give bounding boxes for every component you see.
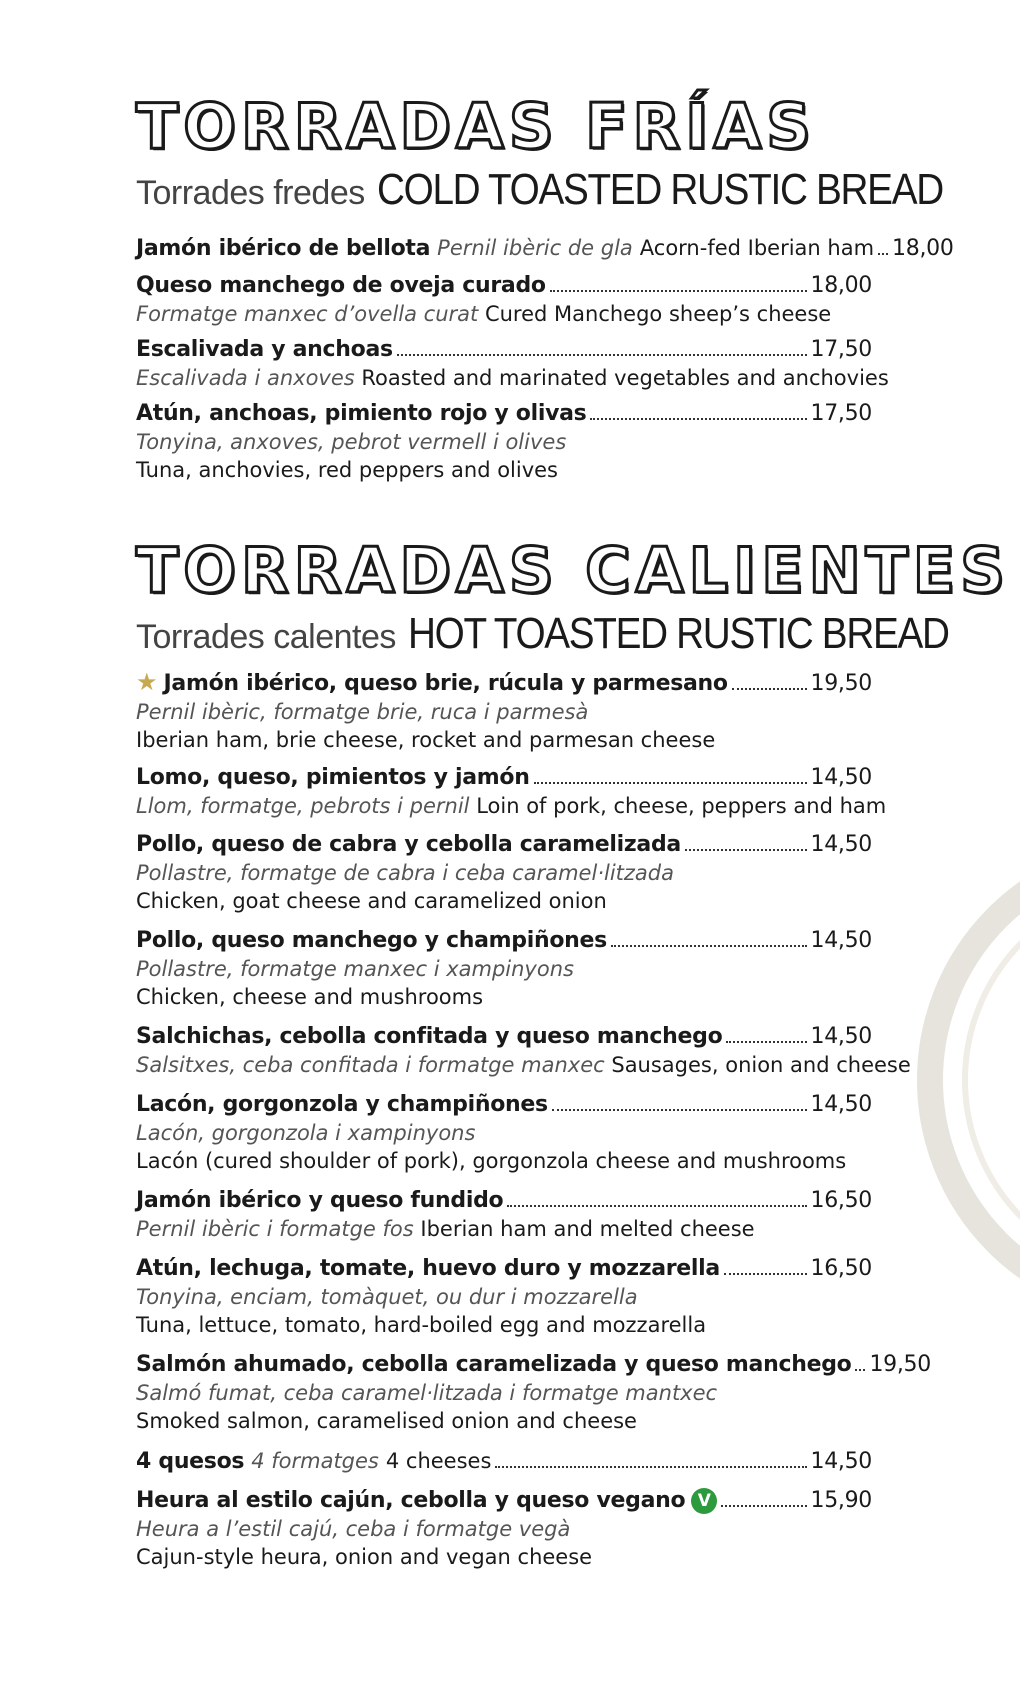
leader-dots [397,354,807,356]
subtitle-hot [136,609,949,658]
item-english: Tuna, anchovies, red peppers and olives [136,458,558,482]
item-price: 18,00 [810,273,872,298]
menu-item [136,1351,931,1435]
item-price: 16,50 [810,1256,872,1281]
item-name: Heura al estilo cajún, cebolla y queso vegano [136,1488,686,1513]
hot-section-header [136,534,1010,658]
item-price: 14,50 [810,1449,872,1474]
menu-item [136,400,872,484]
item-name: Queso manchego de oveja curado [136,273,546,298]
item-price: 15,90 [810,1488,872,1513]
item-catalan: Tonyina, enciam, tomàquet, ou dur i mozzarella [136,1285,638,1309]
item-english: Smoked salmon, caramelised onion and cheese [136,1409,637,1433]
star-icon: ★ [136,668,158,696]
item-catalan: Salmó fumat, ceba caramel·litzada i formatge mantxec [136,1381,718,1405]
leader-dots [611,945,807,947]
menu-item [136,1091,872,1175]
leader-dots [726,1041,806,1043]
item-english: Chicken, goat cheese and caramelized onion [136,889,607,913]
item-catalan: Pollastre, formatge de cabra i ceba caramel·litzada [136,861,674,885]
item-name: Pollo, queso de cabra y cebolla caramelizada [136,832,681,857]
leader-dots [878,253,888,255]
item-catalan: Pernil ibèric i formatge fos [136,1217,414,1241]
leader-dots [507,1205,806,1207]
item-name: Lomo, queso, pimientos y jamón [136,765,530,790]
item-name: Escalivada y anchoas [136,337,393,362]
item-english: Cajun-style heura, onion and vegan cheese [136,1545,593,1569]
menu-item [136,668,872,754]
leader-dots [552,1109,807,1111]
item-name: Salmón ahumado, cebolla caramelizada y queso manchego [136,1352,852,1377]
item-price: 19,50 [869,1352,931,1377]
item-english: Sausages, onion and cheese [611,1053,911,1077]
section-title-cold: TORRADAS FRÍAS [136,90,816,163]
menu-item [136,927,872,1011]
menu-item [136,1255,872,1339]
menu-item [136,272,872,328]
item-name: Salchichas, cebolla confitada y queso manchego [136,1024,723,1049]
item-english: Loin of pork, cheese, peppers and ham [476,794,887,818]
item-name: Jamón ibérico de bellota [136,236,431,261]
item-catalan: Salsitxes, ceba confitada i formatge manxec [136,1053,605,1077]
menu-item [136,1023,911,1079]
vegan-icon: V [691,1488,717,1514]
item-price: 14,50 [810,928,872,953]
leader-dots [534,782,807,784]
item-name: Jamón ibérico y queso fundido [136,1188,504,1213]
subtitle-hot-en: HOT TOASTED RUSTIC BREAD [407,609,949,658]
item-price: 19,50 [810,671,872,696]
item-name: Atún, lechuga, tomate, huevo duro y mozzarella [136,1256,720,1281]
item-price: 17,50 [810,337,872,362]
item-english: Cured Manchego sheep’s cheese [484,302,832,326]
item-english: Roasted and marinated vegetables and anchovies [361,366,889,390]
leader-dots [724,1273,807,1275]
cold-section-header [136,90,943,214]
item-catalan: Escalivada i anxoves [136,366,355,390]
item-price: 14,50 [810,832,872,857]
item-catalan: Llom, formatge, pebrots i pernil [136,794,470,818]
item-price: 14,50 [810,1024,872,1049]
menu-item [136,234,954,263]
leader-dots [855,1369,865,1371]
item-catalan: Tonyina, anxoves, pebrot vermell i olives [136,430,567,454]
menu-item [136,1187,872,1243]
item-english: 4 cheeses [385,1449,492,1473]
item-catalan: 4 formatges [251,1449,379,1473]
item-english: Acorn-fed Iberian ham [639,236,875,260]
leader-dots [732,688,807,690]
item-price: 17,50 [810,401,872,426]
item-name: 4 quesos [136,1449,245,1474]
decorative-ring [900,820,1020,1340]
menu-item [136,336,889,392]
menu-item [136,764,887,820]
item-catalan: Pernil ibèric de gla [437,236,633,260]
item-name: Pollo, queso manchego y champiñones [136,928,607,953]
item-name: Jamón ibérico, queso brie, rúcula y parmesano [163,671,728,696]
leader-dots [590,418,806,420]
item-name: Atún, anchoas, pimiento rojo y olivas [136,401,587,426]
subtitle-cold [136,165,943,214]
menu-item [136,1447,872,1476]
item-catalan: Pollastre, formatge manxec i xampinyons [136,957,574,981]
leader-dots [721,1505,806,1507]
item-english: Chicken, cheese and mushrooms [136,985,484,1009]
item-catalan: Lacón, gorgonzola i xampinyons [136,1121,476,1145]
subtitle-cold-en: COLD TOASTED RUSTIC BREAD [376,165,943,214]
item-price: 14,50 [810,765,872,790]
item-catalan: Pernil ibèric, formatge brie, ruca i parmesà [136,700,589,724]
item-english: Iberian ham and melted cheese [420,1217,755,1241]
leader-dots [685,849,807,851]
item-english: Lacón (cured shoulder of pork), gorgonzola cheese and mushrooms [136,1149,847,1173]
item-price: 18,00 [892,236,954,261]
item-price: 14,50 [810,1092,872,1117]
subtitle-hot-ca: Torrades calentes [136,618,396,656]
item-catalan: Formatge manxec d’ovella curat [136,302,479,326]
leader-dots [550,290,807,292]
item-english: Tuna, lettuce, tomato, hard-boiled egg and mozzarella [136,1313,707,1337]
item-price: 16,50 [810,1188,872,1213]
item-english: Iberian ham, brie cheese, rocket and parmesan cheese [136,728,716,752]
menu-item [136,1487,872,1571]
menu-item [136,831,872,915]
subtitle-cold-ca: Torrades fredes [136,174,365,212]
item-catalan: Heura a l’estil cajú, ceba i formatge vegà [136,1517,571,1541]
leader-dots [495,1466,806,1468]
item-name: Lacón, gorgonzola y champiñones [136,1092,548,1117]
section-title-hot: TORRADAS CALIENTES [136,534,1010,607]
